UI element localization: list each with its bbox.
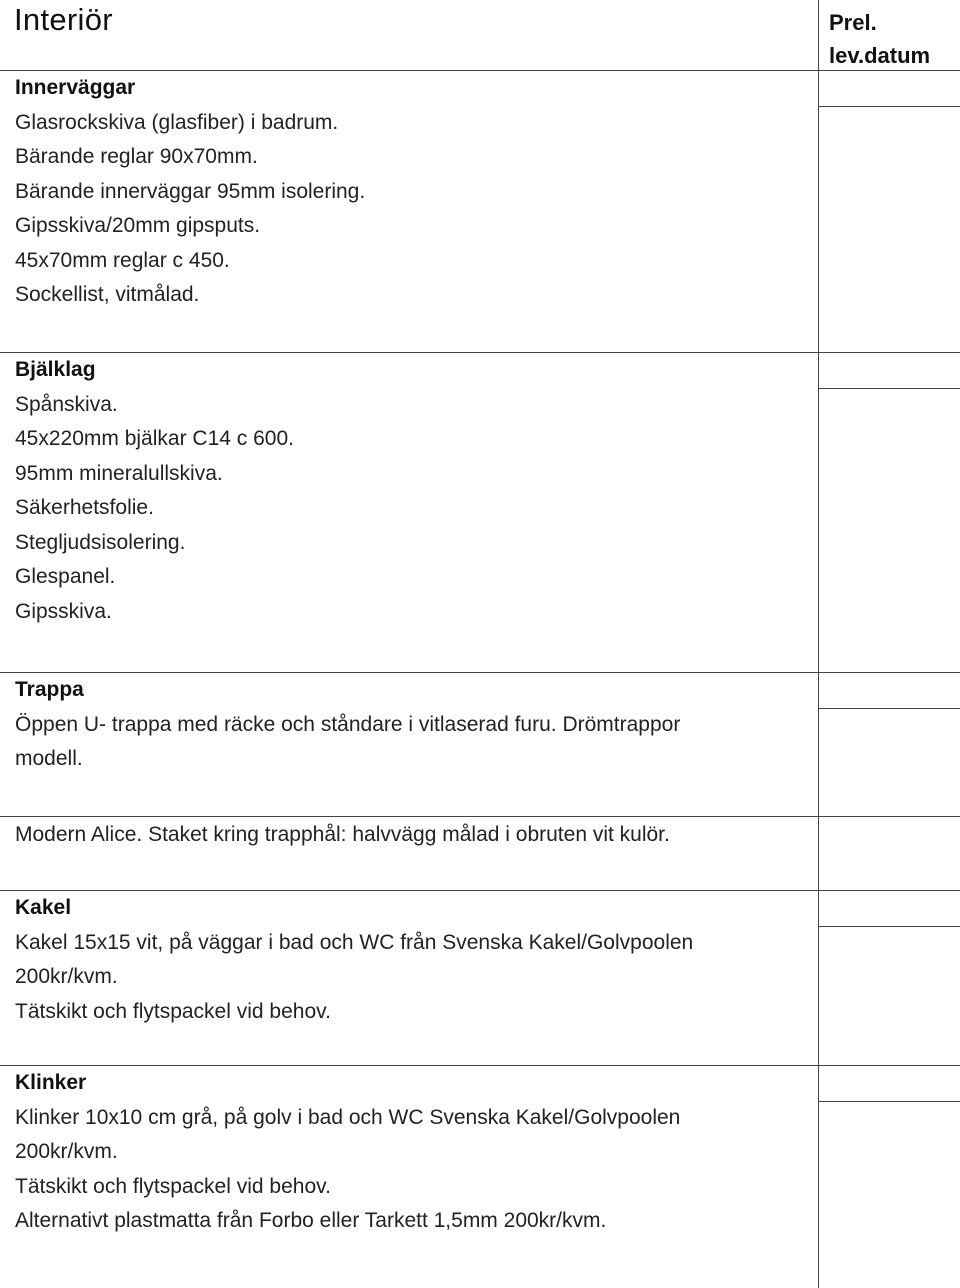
date-cell-rule [818,708,960,709]
section-line: Öppen U- trappa med räcke och ståndare i vitlaserad furu. Drömtrappor [15,712,681,736]
section-rule [0,816,960,817]
section-line: Säkerhetsfolie. [15,496,154,519]
section-line: Kakel 15x15 vit, på väggar i bad och WC från Svenska Kakel/Golvpoolen [15,930,694,954]
section-line: Gipsskiva/20mm gipsputs. [15,214,261,237]
page-title: Interiör [14,2,113,37]
column-header-line-2: lev.datum [829,43,931,68]
section-line: 200kr/kvm. [15,1140,118,1163]
section-line: Spånskiva. [15,392,118,416]
date-cell-rule [818,926,960,927]
delivery-date-column-header [829,6,930,72]
section-line: Glespanel. [15,565,116,588]
section-line: Sockellist, vitmålad. [15,283,200,306]
section-heading: Trappa [15,678,84,701]
section-line: modell. [15,747,83,770]
section-klinker [15,1066,815,1239]
section-line: 45x220mm bjälkar C14 c 600. [15,427,294,450]
section-line: 95mm mineralullskiva. [15,461,223,485]
section-heading: Innerväggar [15,76,136,99]
section-line: Bärande innerväggar 95mm isolering. [15,179,366,203]
section-line: 200kr/kvm. [15,965,118,988]
section-line: Gipsskiva. [15,599,112,623]
section-trappa-continued [15,818,815,853]
section-heading: Klinker [15,1071,87,1094]
section-line: Tätskikt och flytspackel vid behov. [15,1174,331,1198]
section-line: 45x70mm reglar c 450. [15,248,230,272]
section-line: Bärande reglar 90x70mm. [15,145,258,168]
date-cell-rule [818,1101,960,1102]
section-line: Glasrockskiva (glasfiber) i badrum. [15,110,339,134]
date-cell-rule [818,106,960,107]
section-trappa [15,673,815,777]
section-line: Modern Alice. Staket kring trapphål: halvvägg målad i obruten vit kulör. [15,823,670,846]
date-cell-rule [818,388,960,389]
section-innervaggar [15,71,815,313]
section-heading: Bjälklag [15,358,96,381]
section-line: Klinker 10x10 cm grå, på golv i bad och WC Svenska Kakel/Golvpoolen [15,1105,681,1129]
section-line: Stegljudsisolering. [15,530,186,554]
section-line: Alternativt plastmatta från Forbo eller Tarkett 1,5mm 200kr/kvm. [15,1209,607,1232]
section-heading: Kakel [15,896,72,919]
column-header-line-1: Prel. [829,10,877,35]
section-bjalklag [15,353,815,629]
section-line: Tätskikt och flytspackel vid behov. [15,999,331,1023]
column-divider [818,0,819,1288]
section-kakel [15,891,815,1029]
